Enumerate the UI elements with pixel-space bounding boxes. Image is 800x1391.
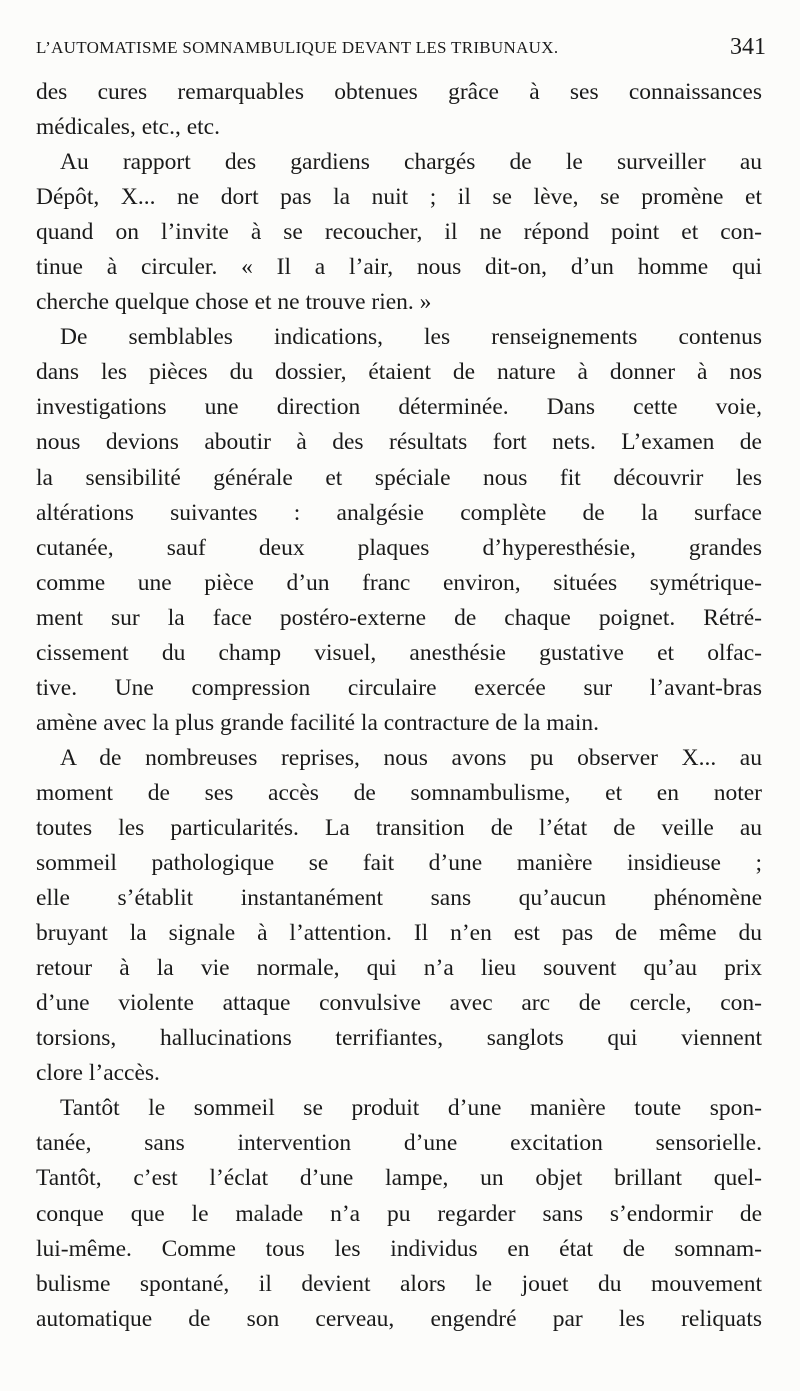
text-line: bulisme spontané, il devient alors le jouet du mouvement xyxy=(36,1270,762,1297)
text-line: investigations une direction déterminée. Dans cette voie, xyxy=(36,394,762,421)
text-line: d’une violente attaque convulsive avec arc de cercle, con- xyxy=(36,990,762,1017)
text-line: médicales, etc., etc. xyxy=(36,114,220,141)
text-line: tive. Une compression circulaire exercée sur l’avant-bras xyxy=(36,674,762,701)
text-line: automatique de son cerveau, engendré par les reliquats xyxy=(36,1305,762,1332)
text-line: clore l’accès. xyxy=(36,1060,160,1087)
text-line: toutes les particularités. La transition de l’état de veille au xyxy=(36,814,762,841)
text-line: torsions, hallucinations terrifiantes, sanglots qui viennent xyxy=(36,1025,762,1052)
text-line: De semblables indications, les renseignements contenus xyxy=(60,324,762,351)
text-line: ment sur la face postéro-externe de chaque poignet. Rétré- xyxy=(36,604,762,631)
text-line: cissement du champ visuel, anesthésie gustative et olfac- xyxy=(36,639,762,666)
text-line: sommeil pathologique se fait d’une manière insidieuse ; xyxy=(36,850,762,877)
page-number: 341 xyxy=(730,34,766,60)
text-line: tinue à circuler. « Il a l’air, nous dit-on, d’un homme qui xyxy=(36,254,762,281)
text-line: altérations suivantes : analgésie complète de la surface xyxy=(36,499,762,526)
text-line: moment de ses accès de somnambulisme, et en noter xyxy=(36,779,762,806)
text-line: Tantôt le sommeil se produit d’une manière toute spon- xyxy=(60,1095,762,1122)
text-line: A de nombreuses reprises, nous avons pu observer X... au xyxy=(60,744,762,771)
text-line: Dépôt, X... ne dort pas la nuit ; il se lève, se promène et xyxy=(36,184,762,211)
text-line: la sensibilité générale et spéciale nous fit découvrir les xyxy=(36,464,762,491)
text-line: dans les pièces du dossier, étaient de nature à donner à nos xyxy=(36,359,762,386)
text-line: des cures remarquables obtenues grâce à ses connaissances xyxy=(36,79,762,105)
running-header xyxy=(36,34,766,66)
running-title: L’AUTOMATISME SOMNAMBULIQUE DEVANT LES TRIBUNAUX. xyxy=(36,38,559,57)
text-line: comme une pièce d’un franc environ, situées symétrique- xyxy=(36,569,762,596)
body-text xyxy=(36,75,762,1337)
text-line: amène avec la plus grande facilité la contracture de la main. xyxy=(36,709,600,736)
text-line: Au rapport des gardiens chargés de le surveiller au xyxy=(60,149,762,176)
text-line: lui-même. Comme tous les individus en état de somnam- xyxy=(36,1235,762,1262)
text-line: cutanée, sauf deux plaques d’hyperesthésie, grandes xyxy=(36,534,762,561)
text-line: Tantôt, c’est l’éclat d’une lampe, un objet brillant quel- xyxy=(36,1165,762,1192)
text-line: tanée, sans intervention d’une excitation sensorielle. xyxy=(36,1130,762,1157)
text-line: bruyant la signale à l’attention. Il n’en est pas de même du xyxy=(36,920,762,947)
text-line: quand on l’invite à se recoucher, il ne répond point et con- xyxy=(36,219,762,246)
text-line: elle s’établit instantanément sans qu’aucun phénomène xyxy=(36,885,762,912)
text-line: conque que le malade n’a pu regarder sans s’endormir de xyxy=(36,1200,762,1227)
text-line: cherche quelque chose et ne trouve rien. » xyxy=(36,289,432,316)
text-line: nous devions aboutir à des résultats fort nets. L’examen de xyxy=(36,429,762,456)
text-line: retour à la vie normale, qui n’a lieu souvent qu’au prix xyxy=(36,955,762,982)
